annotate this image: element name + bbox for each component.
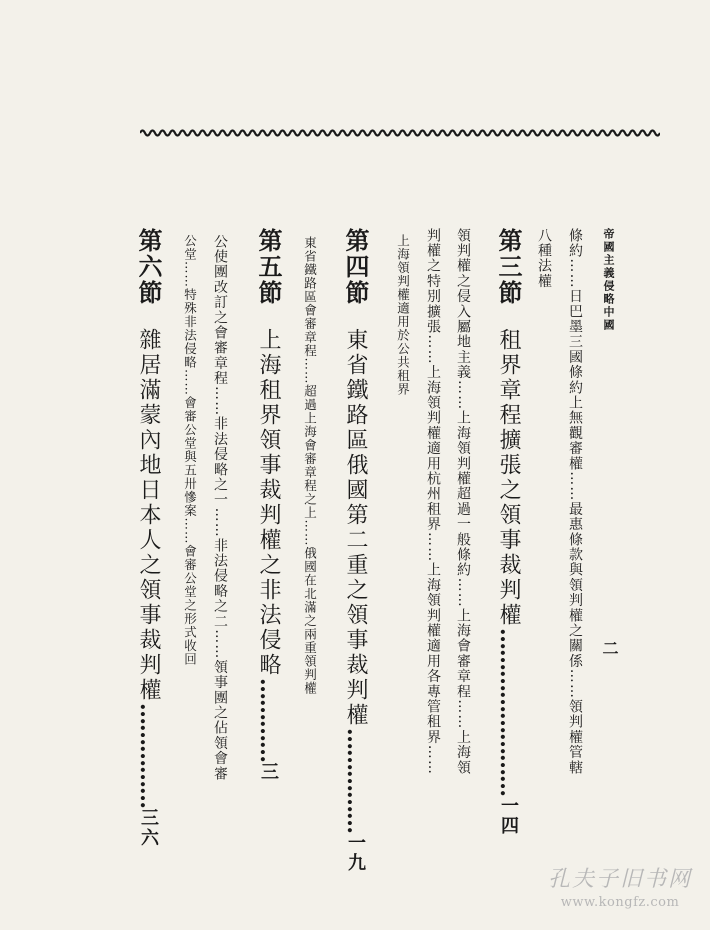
toc-entry-text: 上海領判權適用於公共租界: [395, 234, 411, 396]
toc-entry-text: 領判權之侵入屬地主義……上海領判權超過一般條約……上海會審章程……上海領: [455, 228, 471, 776]
section-page-number: 一四: [498, 796, 519, 836]
page-number: 二: [600, 640, 619, 656]
watermark: [548, 862, 692, 910]
toc-entry-text: 公使團改訂之會審章程……非法侵略之一……非法侵略之二……領事團之佔領會審: [212, 234, 228, 782]
toc-section-heading: [134, 228, 163, 848]
dot-leader: ……………………: [495, 628, 521, 796]
section-number: 第三節: [494, 228, 523, 306]
section-page-number: 三: [258, 762, 279, 782]
toc-entry-text: 八種法權: [536, 228, 552, 289]
section-page-number: 一九: [345, 833, 366, 873]
toc-entry-text: 判權之特別擴張……上海領判權適用杭州租界……上海領判權適用各專管租界……: [425, 228, 441, 776]
toc-section-heading: [341, 228, 370, 873]
section-page-number: 三六: [138, 808, 159, 848]
section-title: 東省鐵路區俄國第二重之領事裁判權: [343, 328, 368, 728]
toc-entry-text: 條約……日巴墨三國條約上無觀審權……最惠條款與領判權之關係……領判權管轄: [567, 228, 583, 776]
section-number: 第五節: [254, 228, 283, 306]
wavy-top-rule: [140, 122, 660, 144]
watermark-url: www.kongfz.com: [560, 895, 680, 910]
section-title: 雜居滿蒙內地日本人之領事裁判權: [136, 328, 161, 703]
toc-section-heading: [254, 228, 283, 782]
toc-entry-text: 公堂……特殊非法侵略……會審公堂與五卅慘案……會審公堂之形式收回: [182, 234, 198, 666]
toc-entry-text: 東省鐵路區會審章程……超過上海會審章程之上……俄國在北滿之兩重領判權: [302, 236, 318, 695]
watermark-title: 孔夫子旧书网: [548, 867, 693, 892]
section-number: 第六節: [134, 228, 163, 306]
running-header: 帝國主義侵略中國: [602, 228, 615, 332]
section-title: 上海租界領事裁判權之非法侵略: [256, 328, 281, 678]
section-number: 第四節: [341, 228, 370, 306]
toc-section-heading: [494, 228, 523, 836]
section-title: 租界章程擴張之領事裁判權: [496, 328, 521, 628]
dot-leader: …………: [255, 678, 281, 762]
dot-leader: ……………: [342, 728, 368, 833]
dot-leader: ……………: [135, 703, 161, 808]
